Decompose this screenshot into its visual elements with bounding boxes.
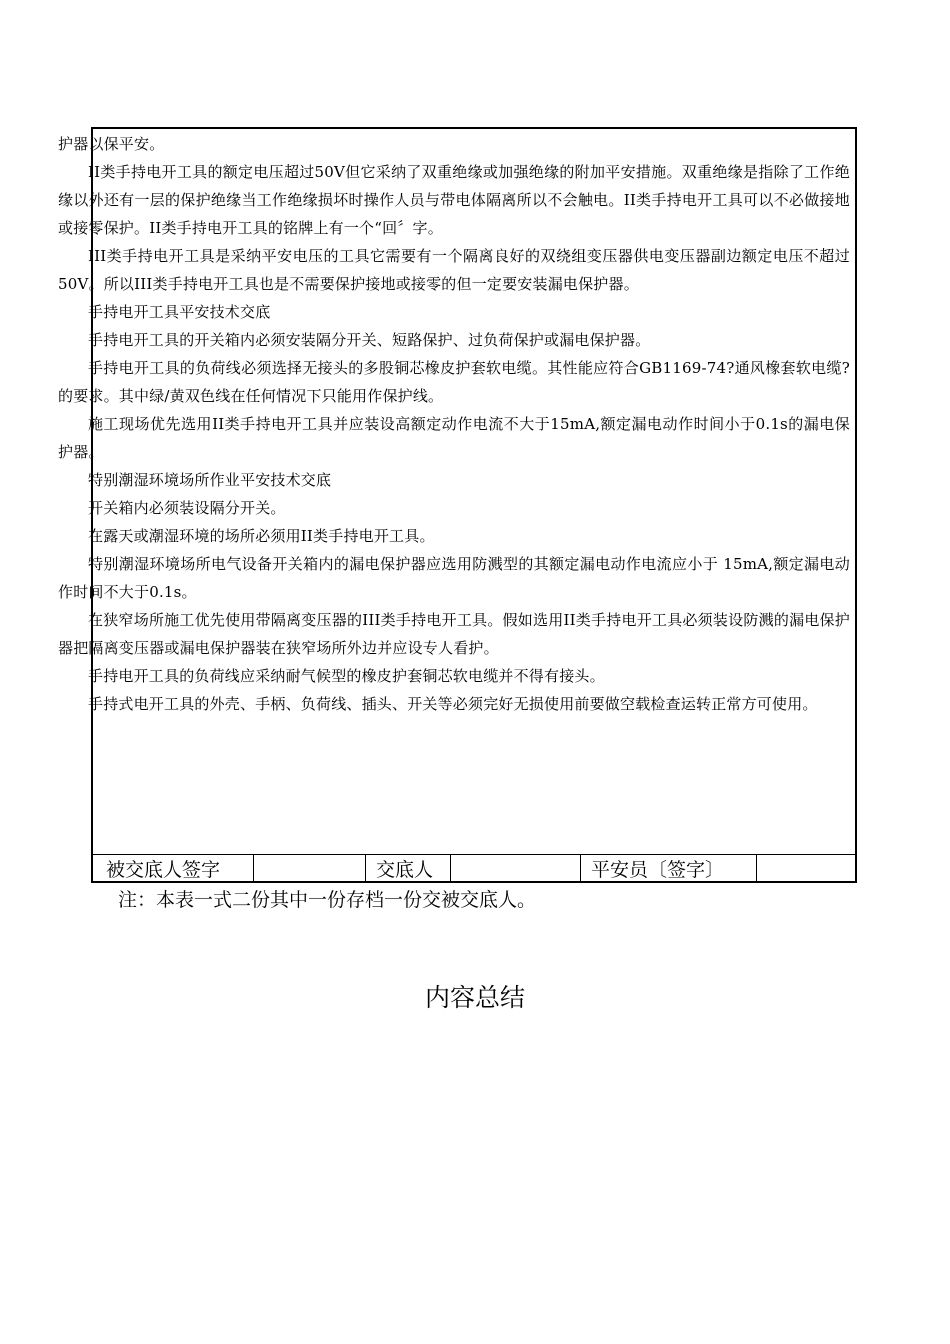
paragraph: 护器以保平安。 <box>58 135 165 153</box>
section-heading: 特别潮湿环境场所作业平安技术交底 <box>88 471 332 489</box>
paragraph: 手持电开工具的负荷线必须选择无接头的多股铜芯橡皮护套软电缆。其性能应符合GB1169-74?通风橡套软电缆?的要求。其中绿/黄双色线在任何情况下只能用作保护线。 <box>58 359 850 405</box>
paragraph: 开关箱内必须装设隔分开关。 <box>88 499 286 517</box>
paragraph: III类手持电开工具是采纳平安电压的工具它需要有一个隔离良好的双绕组变压器供电变压器副边额定电压不超过50V。所以III类手持电开工具也是不需要保护接地或接零的但一定要安装漏电保护器。 <box>58 247 850 293</box>
disclosure-content <box>58 130 850 718</box>
safety-officer-label: 平安员〔签字〕 <box>581 855 757 883</box>
paragraph: 特别潮湿环境场所电气设备开关箱内的漏电保护器应选用防溅型的其额定漏电动作电流应小于 15mA,额定漏电动作时间不大于0.1s。 <box>58 555 850 601</box>
section-heading: 手持电开工具平安技术交底 <box>88 303 271 321</box>
discloser-signature-field[interactable] <box>451 855 581 883</box>
paragraph: 手持电开工具的开关箱内必须安装隔分开关、短路保护、过负荷保护或漏电保护器。 <box>88 331 651 349</box>
discloser-label: 交底人 <box>366 855 451 883</box>
paragraph: 在狭窄场所施工优先使用带隔离变压器的III类手持电开工具。假如选用II类手持电开工具必须装设防溅的漏电保护器把隔离变压器或漏电保护器装在狭窄场所外边并应设专人看护。 <box>58 611 850 657</box>
paragraph: II类手持电开工具的额定电压超过50V但它采纳了双重绝缘或加强绝缘的附加平安措施。双重绝缘是指除了工作绝缘以外还有一层的保护绝缘当工作绝缘损坏时操作人员与带电体隔离所以不会触电。II类手持电开工具可以不必做接地或接零保护。II类手持电开工具的铭牌上有一个“回〞字。 <box>58 163 850 237</box>
recipient-signature-label: 被交底人签字 <box>91 855 254 883</box>
safety-officer-signature-field[interactable] <box>757 855 855 883</box>
table-note: 注：本表一式二份其中一份存档一份交被交底人。 <box>118 889 537 911</box>
paragraph: 施工现场优先选用II类手持电开工具并应装设高额定动作电流不大于15mA,额定漏电动作时间小于0.1s的漏电保护器。 <box>58 415 850 461</box>
summary-title: 内容总结 <box>424 983 525 1012</box>
signature-row <box>91 854 857 883</box>
paragraph: 手持电开工具的负荷线应采纳耐气候型的橡皮护套铜芯软电缆并不得有接头。 <box>88 667 605 685</box>
paragraph: 手持式电开工具的外壳、手柄、负荷线、插头、开关等必须完好无损使用前要做空载检查运转正常方可使用。 <box>88 695 818 713</box>
recipient-signature-field[interactable] <box>254 855 366 883</box>
paragraph: 在露天或潮湿环境的场所必须用II类手持电开工具。 <box>88 527 435 545</box>
